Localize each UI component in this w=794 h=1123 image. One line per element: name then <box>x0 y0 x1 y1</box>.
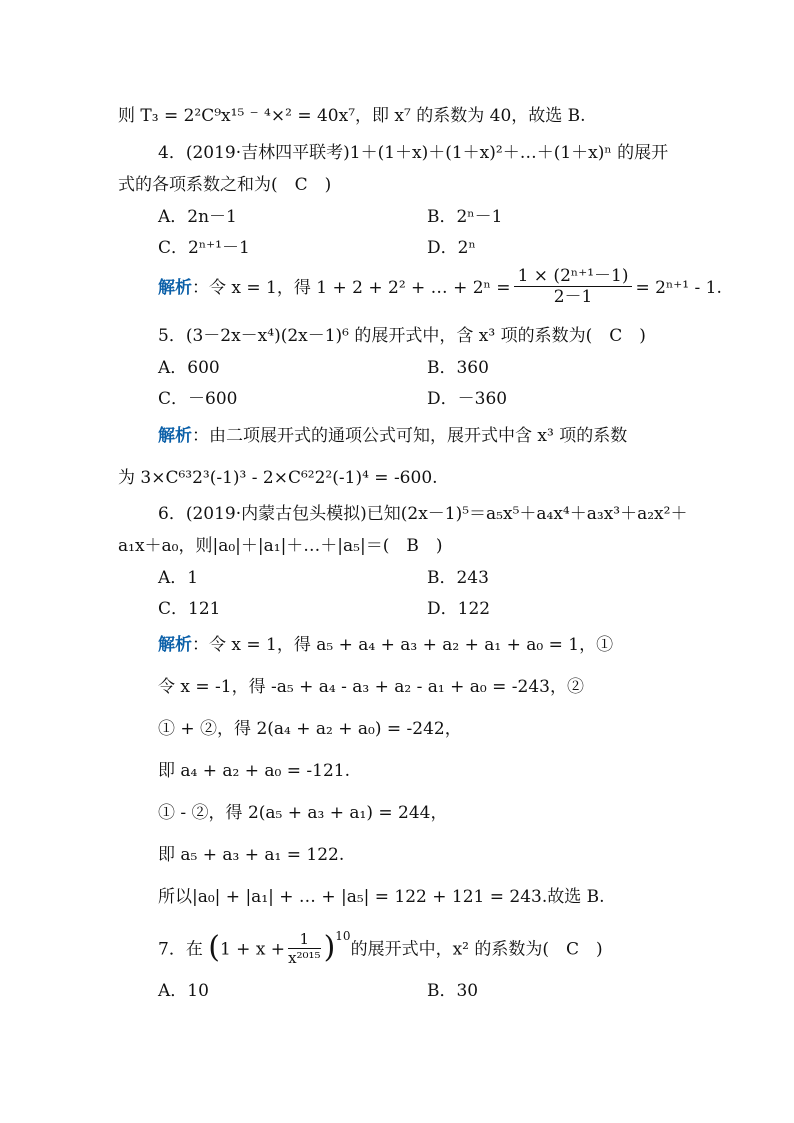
question-6-option-b: B．243 <box>427 568 489 588</box>
question-6-solution-line-4: 即 a₄ + a₂ + a₀ = ‑121. <box>158 761 351 781</box>
solution-text: ：由二项展开式的通项公式可知，展开式中含 x³ 项的系数 <box>192 426 628 446</box>
question-6-stem-cont: a₁x＋a₀，则|a₀|＋|a₁|＋…＋|a₅|＝( B ) <box>118 536 443 556</box>
question-6-solution-line-2: 令 x = ‑1，得 ‑a₅ + a₄ ‑ a₃ + a₂ ‑ a₁ + a₀ = ‑243，② <box>158 677 584 697</box>
exponent: 10 <box>335 929 351 943</box>
fraction-numerator: 1 <box>288 930 321 949</box>
expression-part: 1 + x + <box>219 939 286 960</box>
question-4-stem-cont: 式的各项系数之和为( C ) <box>118 175 332 195</box>
question-6-option-a: A．1 <box>158 568 199 588</box>
fraction-numerator: 1 × (2ⁿ⁺¹－1) <box>514 266 633 287</box>
question-4-solution <box>158 268 722 309</box>
question-4-option-d: D．2ⁿ <box>427 238 476 258</box>
solution-label: 解析 <box>158 426 192 446</box>
question-4-option-c: C．2ⁿ⁺¹－1 <box>158 238 250 258</box>
question-6-option-c: C．121 <box>158 599 221 619</box>
question-6-solution-line-3: ① + ②，得 2(a₄ + a₂ + a₀) = ‑242， <box>158 719 462 739</box>
question-4-option-a: A．2n－1 <box>158 207 237 227</box>
question-5-option-a: A．600 <box>158 358 220 378</box>
question-7-suffix: 的展开式中，x² 的系数为( C ) <box>350 939 603 960</box>
question-6-solution-line-6: 即 a₅ + a₃ + a₁ = 122. <box>158 845 345 865</box>
solution-result: = 2ⁿ⁺¹ ‑ 1. <box>635 278 722 298</box>
question-5-stem: 5．(3－2x－x⁴)(2x－1)⁶ 的展开式中，含 x³ 项的系数为( C ) <box>158 326 646 346</box>
right-paren: ) <box>323 930 336 966</box>
left-paren: ( <box>208 930 220 966</box>
question-7-prefix: 7．在 <box>158 939 203 960</box>
solution-tail-line: 则 T₃ = 2²C⁹x¹⁵ ⁻ ⁴×² = 40x⁷，即 x⁷ 的系数为 40，故选 B. <box>118 106 586 126</box>
question-6-solution-line-5: ① ‑ ②，得 2(a₅ + a₃ + a₁) = 244， <box>158 803 448 823</box>
question-5-option-b: B．360 <box>427 358 489 378</box>
solution-text: ：令 x = 1，得 a₅ + a₄ + a₃ + a₂ + a₁ + a₀ = 1，① <box>192 635 614 655</box>
fraction-denominator: 2－1 <box>553 287 593 307</box>
question-6-solution <box>158 634 613 656</box>
question-5-option-c: C．－600 <box>158 389 238 409</box>
question-7-option-a: A．10 <box>158 981 209 1001</box>
fraction-denominator: x²⁰¹⁵ <box>288 948 321 967</box>
fraction <box>288 930 321 967</box>
question-4-stem: 4．(2019·吉林四平联考)1＋(1＋x)＋(1＋x)²＋…＋(1＋x)ⁿ 的展开 <box>158 143 669 163</box>
question-4-option-b: B．2ⁿ－1 <box>427 207 503 227</box>
solution-text: ：令 x = 1，得 1 + 2 + 2² + … + 2ⁿ = <box>192 278 511 298</box>
fraction <box>514 266 633 307</box>
solution-label: 解析 <box>158 635 192 655</box>
question-5-solution <box>158 425 627 447</box>
question-5-solution-cont: 为 3×C⁶³2³(‑1)³ ‑ 2×C⁶²2²(‑1)⁴ = ‑600. <box>118 468 438 488</box>
question-6-solution-line-7: 所以|a₀| + |a₁| + … + |a₅| = 122 + 121 = 243.故选 B. <box>158 887 605 907</box>
question-7-stem <box>158 922 603 972</box>
question-5-option-d: D．－360 <box>427 389 508 409</box>
question-6-stem: 6．(2019·内蒙古包头模拟)已知(2x－1)⁵＝a₅x⁵＋a₄x⁴＋a₃x³＋a₂x²＋ <box>158 504 688 524</box>
question-7-option-b: B．30 <box>427 981 479 1001</box>
question-6-option-d: D．122 <box>427 599 491 619</box>
solution-label: 解析 <box>158 278 192 298</box>
